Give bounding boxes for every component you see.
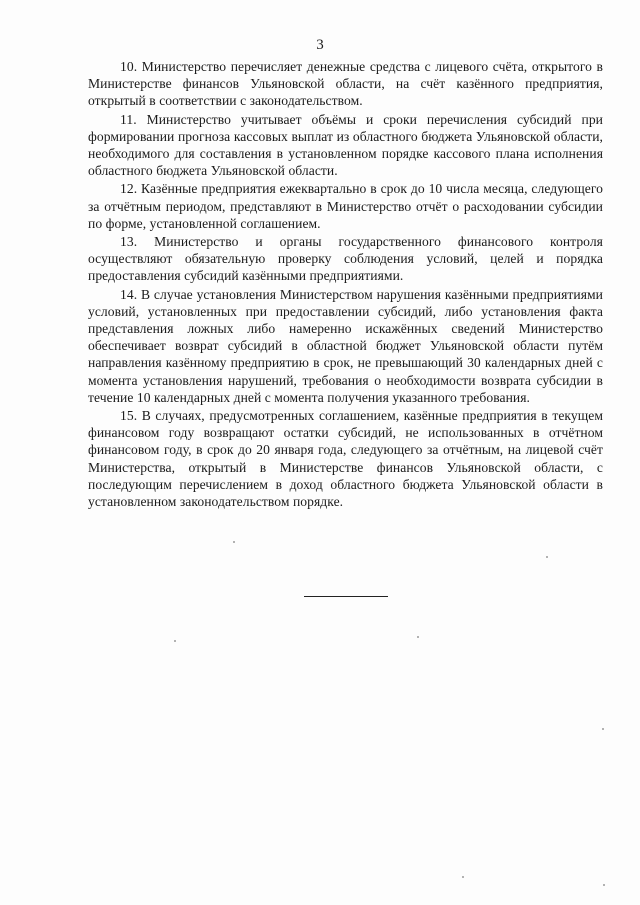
document-body — [88, 58, 603, 511]
paragraph-10: 10. Министерство перечисляет денежные средства с лицевого счёта, открытого в Министерстве финансов Ульяновской области, на счёт казённого предприятия, открытый в соответствии с законодательством. — [88, 59, 603, 109]
scan-speck — [546, 556, 548, 558]
end-of-document-line — [304, 596, 388, 597]
scan-speck — [462, 876, 464, 878]
scan-speck — [174, 640, 176, 642]
paragraph-15: 15. В случаях, предусмотренных соглашением, казённые предприятия в текущем финансовом году возвращают остатки субсидий, не использованных в отчётном финансовом году, в срок до 20 января года, следующего за отчётным, на лицевой счёт Министерства, открытый в Министерстве финансов Ульяновской области, с последующим перечислением в доход областного бюджета Ульяновской области в установленном законодательством порядке. — [88, 408, 603, 510]
scan-speck — [417, 636, 419, 638]
scan-speck — [603, 884, 605, 886]
paragraph-13: 13. Министерство и органы государственного финансового контроля осуществляют обязательную проверку соблюдения условий, целей и порядка предоставления субсидий казёнными предприятиями. — [88, 234, 603, 284]
scan-speck — [602, 728, 604, 730]
paragraph-11: 11. Министерство учитывает объёмы и сроки перечисления субсидий при формировании прогноза кассовых выплат из областного бюджета Ульяновской области, необходимого для составления в установленном порядке кассового плана исполнения областного бюджета Ульяновской области. — [88, 111, 603, 179]
scan-speck — [233, 541, 235, 543]
paragraph-12: 12. Казённые предприятия ежеквартально в срок до 10 числа месяца, следующего за отчётным периодом, представляют в Министерство отчёт о расходовании субсидии по форме, установленной соглашением. — [88, 181, 603, 231]
paragraph-14: 14. В случае установления Министерством нарушения казёнными предприятиями условий, установленных при предоставлении субсидий, либо установления факта представления ложных либо намеренно искажённых сведений Министерство обеспечивает возврат субсидий в областной бюджет Ульяновской области путём направления казённому предприятию в срок, не превышающий 30 календарных дней с момента установления нарушений, требования о необходимости возврата субсидии в течение 10 календарных дней с момента получения указанного требования. — [88, 286, 603, 405]
page-number: 3 — [316, 37, 324, 53]
